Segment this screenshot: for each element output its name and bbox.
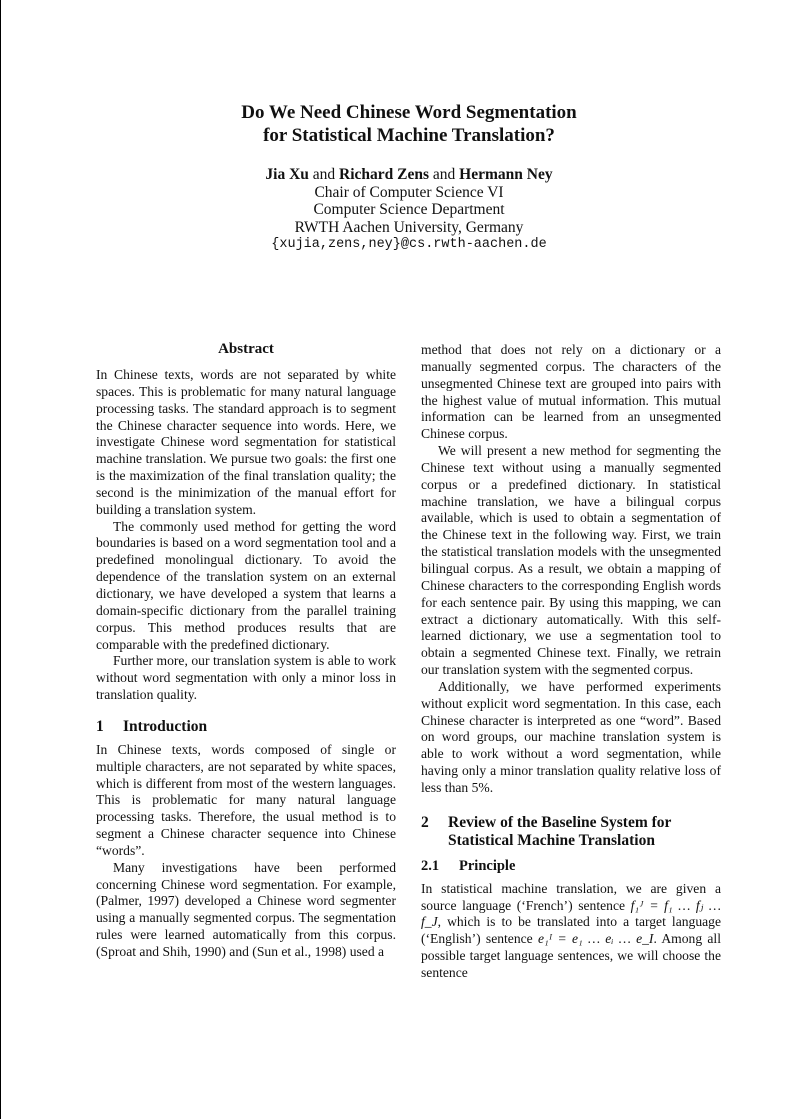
author-3: Hermann Ney xyxy=(459,166,553,183)
target-sentence-formula: e₁ᴵ = e₁ … eᵢ … e_I xyxy=(537,931,654,947)
principle-text-1: In statistical machine translation, we are given a source language (‘French’) sentence xyxy=(421,880,721,913)
source-sentence-formula: f₁ᴶ = f₁ … fⱼ … f_J xyxy=(421,897,721,930)
title-block xyxy=(0,101,794,254)
abstract-paragraph-3: Further more, our translation system is able to work without word segmentation with only a minor loss in translation quality. xyxy=(96,653,396,703)
section-title-line-1: Review of the Baseline System for xyxy=(448,813,672,831)
section-title xyxy=(448,814,671,850)
abstract-paragraph-2: The commonly used method for getting the word boundaries is based on a word segmentation tool and a predefined monolingual dictionary. To avoid the dependence of the translation system on an external dictionary, we have developed a system that learns a domain-specific dictionary from the parallel training corpus. This method produces results that are comparable with the predefined dictionary. xyxy=(96,518,396,652)
section-title: Introduction xyxy=(123,717,208,735)
principle-paragraph xyxy=(421,881,721,982)
section-number: 2 xyxy=(421,813,429,831)
affiliation-department: Computer Science Department xyxy=(313,201,505,218)
author-1: Jia Xu xyxy=(265,166,309,183)
subsection-title: Principle xyxy=(459,857,516,874)
author-2: Richard Zens xyxy=(339,166,430,183)
right-paragraph-3: Additionally, we have performed experiments without explicit word segmentation. In this case, each Chinese character is interpreted as one “word”. Based on word groups, our machine translation system is able to work without a word segmentation, while having only a minor translation quality relative loss of less than 5%. xyxy=(421,678,721,795)
affiliation-university: RWTH Aachen University, Germany xyxy=(294,218,524,236)
principle-text-3: . Among all possible target language sentences, we will choose the sentence xyxy=(421,931,721,980)
abstract-heading: Abstract xyxy=(218,341,274,357)
author-email: {xujia,zens,ney}@cs.rwth-aachen.de xyxy=(271,237,547,252)
right-paragraph-1: method that does not rely on a dictionary or a manually segmented corpus. The characters of the unsegmented Chinese text are grouped into pairs with the highest value of mutual information. This mutual information can be learned from an unsegmented Chinese corpus. xyxy=(421,342,721,442)
intro-paragraph-2: Many investigations have been performed concerning Chinese word segmentation. For example, (Palmer, 1997) developed a Chinese word segmenter using a manually segmented corpus. The segmentation rules were learned automatically from this corpus. (Sproat and Shih, 1990) and (Sun et al., 1998) used a xyxy=(96,859,396,959)
left-column xyxy=(96,340,396,961)
intro-paragraph-1: In Chinese texts, words composed of single or multiple characters, are not separated by white spaces, which is different from most of the western languages. This is problematic for many natural language processing tasks. Therefore, the usual method is to segment a Chinese character sequence into Chinese “words”. xyxy=(96,741,396,858)
subsection-number: 2.1 xyxy=(421,857,440,874)
section-title-line-2: Statistical Machine Translation xyxy=(448,831,655,849)
right-column xyxy=(421,342,721,982)
affiliation-chair: Chair of Computer Science VI xyxy=(314,183,504,201)
principle-text-2: , which is to be translated into a target language (‘English’) sentence xyxy=(421,914,721,947)
abstract-paragraph-1: In Chinese texts, words are not separated by white spaces. This is problematic for many natural language processing tasks. The standard approach is to segment the Chinese character sequence into words. Here, we investigate Chinese word segmentation for statistical machine translation. We pursue two goals: the first one is the maximization of the final translation quality; the second is the minimization of the manual effort for building a translation system. xyxy=(96,367,396,517)
right-paragraph-2: We will present a new method for segmenting the Chinese text without using a manually segmented corpus or a predefined dictionary. In statistical machine translation, we have a bilingual corpus available, which is used to obtain a segmentation of the Chinese text in the following way. First, we train the statistical translation models with the unsegmented bilingual corpus. As a result, we obtain a mapping of Chinese characters to the corresponding English words for each sentence pair. By using this mapping, we can extract a dictionary automatically. With this self-learned dictionary, we use a segmentation tool to obtain a segmented Chinese text. Finally, we retrain our translation system with the segmented corpus. xyxy=(421,443,721,678)
and-separator-2: and xyxy=(429,166,460,183)
paper-title-line-2: for Statistical Machine Translation? xyxy=(263,125,555,146)
and-separator-1: and xyxy=(308,166,340,183)
author-block xyxy=(0,166,794,254)
subsection-heading-principle xyxy=(421,858,721,875)
section-heading-review xyxy=(421,814,721,850)
author-names xyxy=(0,166,794,184)
paper-title-line-1: Do We Need Chinese Word Segmentation xyxy=(241,102,577,123)
section-heading-introduction xyxy=(96,718,396,736)
section-number: 1 xyxy=(96,717,104,735)
